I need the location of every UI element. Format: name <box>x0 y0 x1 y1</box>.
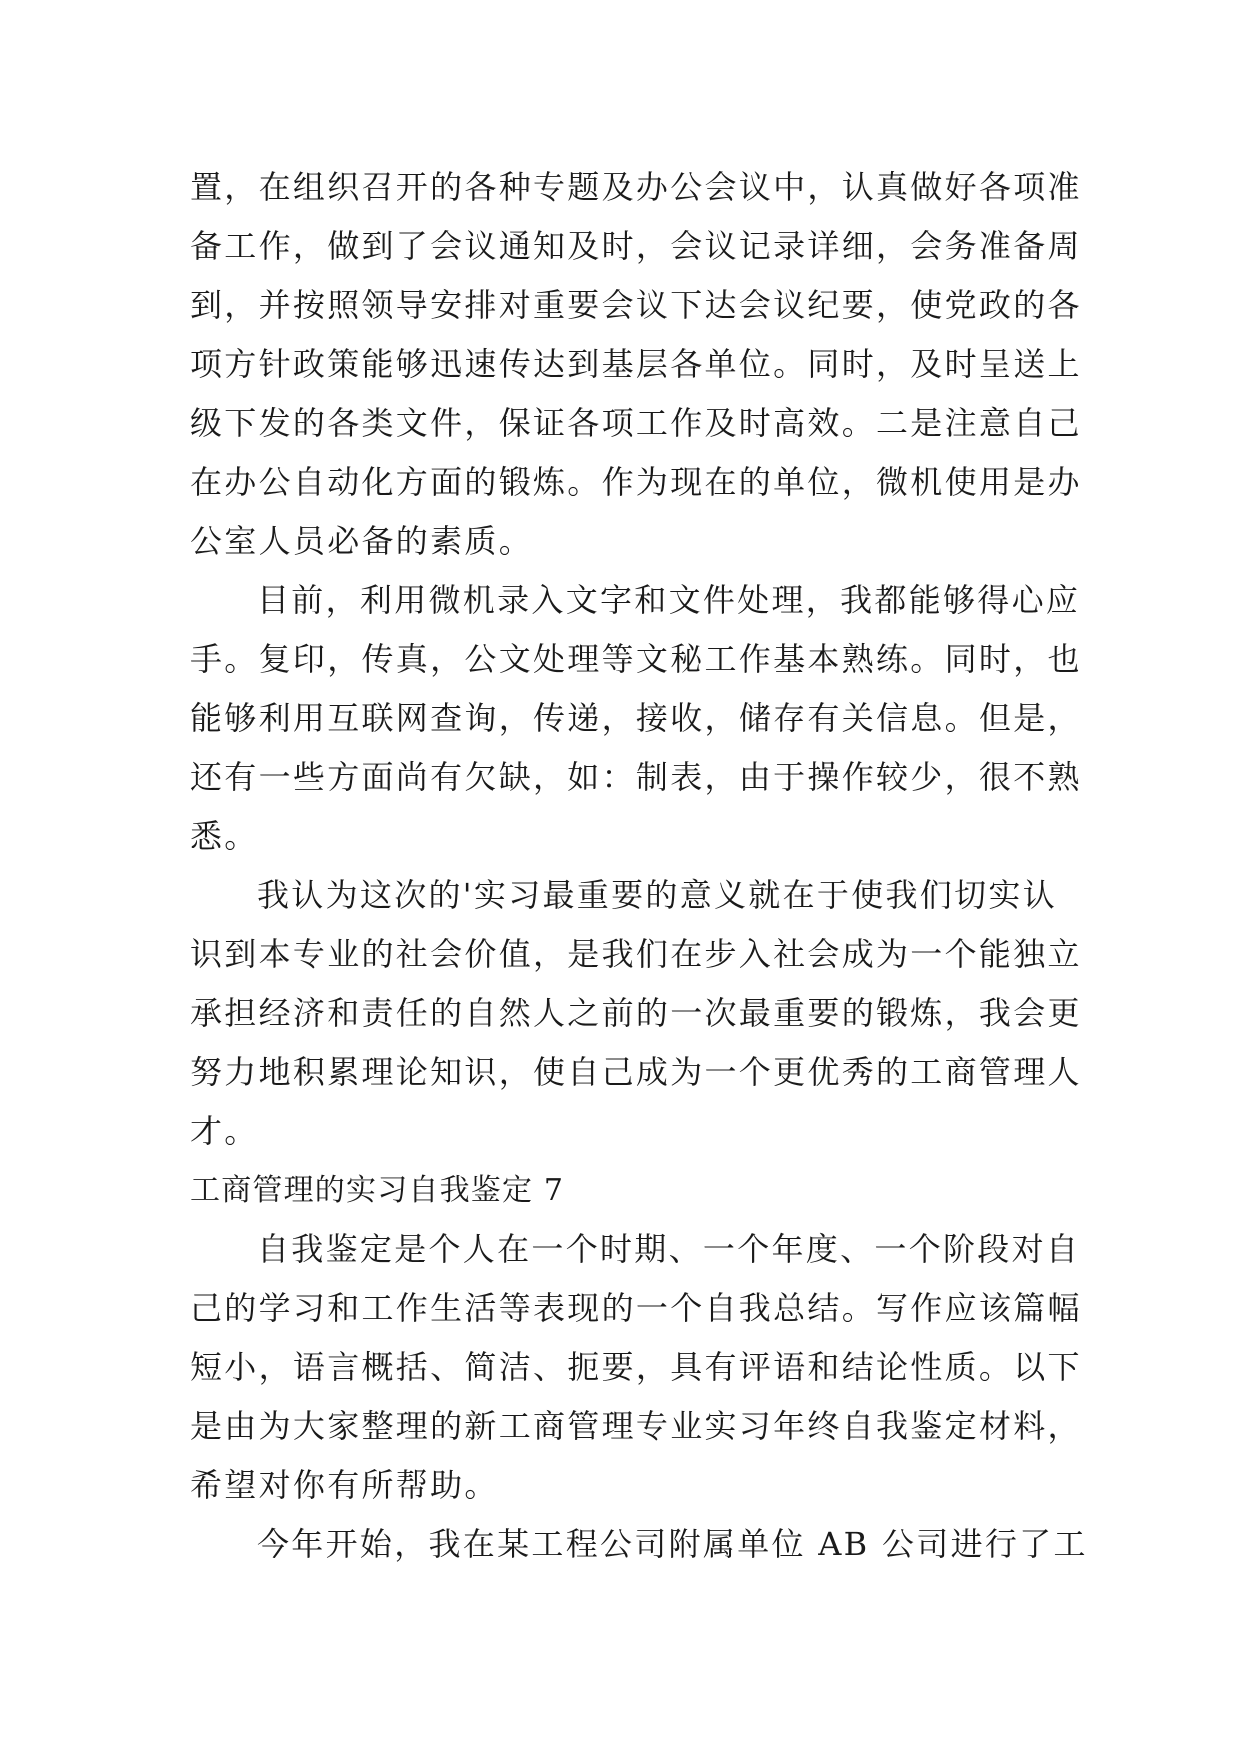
paragraph-line: 悉。 <box>190 817 259 855</box>
paragraph-line: 还有一些方面尚有欠缺，如：制表，由于操作较少，很不熟 <box>190 758 1082 796</box>
paragraph-line: 短小，语言概括、简洁、扼要，具有评语和结论性质。以下 <box>190 1348 1082 1386</box>
paragraph-line: 我认为这次的'实习最重要的意义就在于使我们切实认 <box>257 876 1057 914</box>
paragraph-line: 手。复印，传真，公文处理等文秘工作基本熟练。同时，也 <box>190 640 1082 678</box>
paragraph-line: 识到本专业的社会价值，是我们在步入社会成为一个能独立 <box>190 935 1082 973</box>
paragraph-line: 己的学习和工作生活等表现的一个自我总结。写作应该篇幅 <box>190 1289 1082 1327</box>
paragraph-line: 级下发的各类文件，保证各项工作及时高效。二是注意自己 <box>190 404 1082 442</box>
paragraph-line: 承担经济和责任的自然人之前的一次最重要的锻炼，我会更 <box>190 994 1082 1032</box>
paragraph-3 <box>190 866 1082 1161</box>
paragraph-line: 自我鉴定是个人在一个时期、一个年度、一个阶段对自 <box>257 1230 1081 1268</box>
paragraph-line: 才。 <box>190 1112 259 1150</box>
paragraph-line: 希望对你有所帮助。 <box>190 1466 499 1504</box>
paragraph-line: 能够利用互联网查询，传递，接收，储存有关信息。但是， <box>190 699 1082 737</box>
paragraph-5 <box>190 1515 1088 1574</box>
paragraph-line: 备工作，做到了会议通知及时，会议记录详细，会务准备周 <box>190 227 1082 265</box>
paragraph-line: 项方针政策能够迅速传达到基层各单位。同时，及时呈送上 <box>190 345 1082 383</box>
paragraph-2 <box>190 571 1082 866</box>
paragraph-line: 今年开始，我在某工程公司附属单位 AB 公司进行了工 <box>257 1525 1088 1563</box>
paragraph-line: 努力地积累理论知识，使自己成为一个更优秀的工商管理人 <box>190 1053 1082 1091</box>
paragraph-line: 置，在组织召开的各种专题及办公会议中，认真做好各项准 <box>190 168 1082 206</box>
paragraph-line: 到，并按照领导安排对重要会议下达会议纪要，使党政的各 <box>190 286 1082 324</box>
section-heading: 工商管理的实习自我鉴定 7 <box>190 1173 565 1208</box>
paragraph-line: 公室人员必备的素质。 <box>190 522 534 560</box>
paragraph-4 <box>190 1220 1082 1515</box>
paragraph-line: 在办公自动化方面的锻炼。作为现在的单位，微机使用是办 <box>190 463 1082 501</box>
paragraph-line: 是由为大家整理的新工商管理专业实习年终自我鉴定材料， <box>190 1407 1082 1445</box>
document-body <box>190 158 1088 1574</box>
paragraph-1 <box>190 158 1082 571</box>
paragraph-line: 目前，利用微机录入文字和文件处理，我都能够得心应 <box>257 581 1081 619</box>
